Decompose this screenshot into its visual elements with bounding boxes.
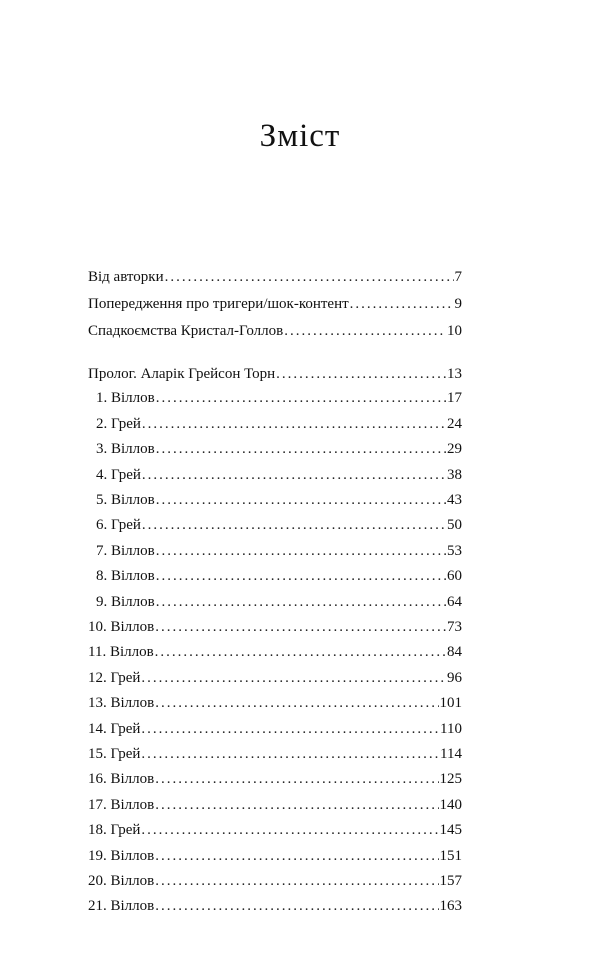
toc-entry: [96, 518, 462, 536]
toc-entry: [96, 569, 462, 587]
toc-entry: [88, 874, 462, 892]
toc-entry: [96, 493, 462, 511]
dot-leader: [155, 645, 446, 660]
toc-entry: [96, 468, 462, 486]
toc-entry-page: 53: [447, 543, 462, 559]
toc-entry: [88, 747, 462, 765]
dot-leader: [156, 544, 446, 559]
toc-entry: [88, 297, 462, 315]
toc-entry: [88, 823, 462, 841]
toc-entry: [88, 849, 462, 867]
toc-entry-label: Пролог. Аларік Грейсон Торн: [88, 366, 276, 382]
toc-entry-label: 21. Віллов: [88, 898, 155, 914]
toc-entry: [88, 645, 462, 663]
toc-entry-label: 1. Віллов: [96, 390, 155, 406]
toc-entry-label: 8. Віллов: [96, 568, 155, 584]
dot-leader: [142, 518, 446, 533]
dot-leader: [350, 297, 454, 312]
toc-entry: [96, 595, 462, 613]
toc-entry-label: 20. Віллов: [88, 873, 155, 889]
toc-entry-page: 17: [447, 390, 462, 406]
toc-entry-label: 10. Віллов: [88, 619, 155, 635]
dot-leader: [156, 595, 446, 610]
dot-leader: [141, 823, 438, 838]
toc-entry-page: 29: [447, 441, 462, 457]
toc-entry: [96, 544, 462, 562]
toc-entry-page: 73: [447, 619, 462, 635]
toc-entry-page: 140: [439, 797, 462, 813]
dot-leader: [155, 620, 446, 635]
toc-entry-page: 38: [447, 467, 462, 483]
toc-entry-page: 110: [440, 721, 462, 737]
toc-entry-label: 12. Грей: [88, 670, 141, 686]
toc-entry-page: 114: [440, 746, 462, 762]
dot-leader: [165, 270, 454, 285]
toc-entry-page: 10: [447, 323, 462, 339]
dot-leader: [156, 391, 446, 406]
toc-entry: [88, 899, 462, 917]
toc-entry: [96, 442, 462, 460]
dot-leader: [156, 442, 446, 457]
toc-entry-label: 3. Віллов: [96, 441, 155, 457]
toc-entry-label: 17. Віллов: [88, 797, 155, 813]
dot-leader: [155, 696, 438, 711]
toc-entry-page: 43: [447, 492, 462, 508]
dot-leader: [155, 798, 438, 813]
dot-leader: [155, 772, 438, 787]
toc-entry: [88, 671, 462, 689]
toc-entry-page: 151: [439, 848, 462, 864]
toc-entry-label: Попередження про тригери/шок-контент: [88, 296, 349, 312]
toc-entry-label: 6. Грей: [96, 517, 141, 533]
toc-entry-page: 13: [447, 366, 462, 382]
toc-entry: [88, 324, 462, 342]
toc-entry-page: 157: [439, 873, 462, 889]
toc-entry: [96, 417, 462, 435]
toc-entry-page: 101: [439, 695, 462, 711]
toc-entry: [88, 722, 462, 740]
toc-entry-label: Спадкоємства Кристал-Голлов: [88, 323, 284, 339]
dot-leader: [156, 493, 446, 508]
dot-leader: [284, 324, 446, 339]
dot-leader: [141, 671, 446, 686]
toc-entry-label: 5. Віллов: [96, 492, 155, 508]
toc-entry-page: 125: [439, 771, 462, 787]
toc-entry-label: 4. Грей: [96, 467, 141, 483]
toc-entry-page: 7: [454, 269, 462, 285]
toc-entry: [88, 772, 462, 790]
toc-entry-page: 145: [439, 822, 462, 838]
toc-entry-page: 60: [447, 568, 462, 584]
toc-entry-label: 14. Грей: [88, 721, 141, 737]
dot-leader: [141, 747, 439, 762]
toc-entry-label: 11. Віллов: [88, 644, 154, 660]
toc-entry-label: 18. Грей: [88, 822, 141, 838]
page-title: Зміст: [259, 118, 341, 154]
toc-entry: [88, 696, 462, 714]
toc-entry-label: 13. Віллов: [88, 695, 155, 711]
toc-entry-label: 7. Віллов: [96, 543, 155, 559]
toc-entry: [88, 620, 462, 638]
dot-leader: [155, 899, 438, 914]
toc-entry-page: 84: [447, 644, 462, 660]
dot-leader: [276, 367, 446, 382]
toc-entry-page: 64: [447, 594, 462, 610]
toc-entry: [96, 391, 462, 409]
toc-entry: [88, 270, 462, 288]
dot-leader: [142, 468, 446, 483]
toc-entry-label: 16. Віллов: [88, 771, 155, 787]
toc-entry-page: 96: [447, 670, 462, 686]
dot-leader: [156, 569, 446, 584]
toc-entry-page: 24: [447, 416, 462, 432]
toc-entry-page: 9: [454, 296, 462, 312]
toc-entry-page: 163: [439, 898, 462, 914]
toc-entry: [88, 367, 462, 385]
toc-entry-label: Від авторки: [88, 269, 164, 285]
dot-leader: [155, 849, 438, 864]
toc-entry-label: 19. Віллов: [88, 848, 155, 864]
toc-entry-page: 50: [447, 517, 462, 533]
dot-leader: [142, 417, 446, 432]
dot-leader: [155, 874, 438, 889]
toc-entry-label: 9. Віллов: [96, 594, 155, 610]
toc-entry: [88, 798, 462, 816]
toc-entry-label: 15. Грей: [88, 746, 141, 762]
dot-leader: [141, 722, 439, 737]
toc-entry-label: 2. Грей: [96, 416, 141, 432]
